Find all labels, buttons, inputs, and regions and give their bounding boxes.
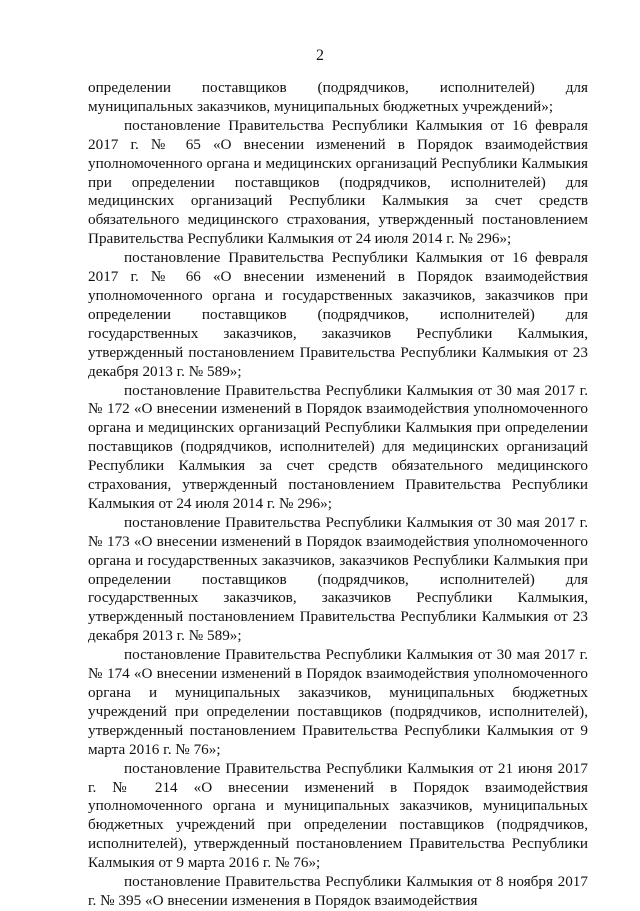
paragraph: постановление Правительства Республики Калмыкия от 16 февраля 2017 г. № 65 «О внесении изменений в Порядок взаимодействия уполномоченного органа и медицинских организаций Республики Калмыкия при определении поставщиков (подрядчиков, исполнителей) для медицинских организаций Республики Калмыкия за счет средств обязательного медицинского страхования, утвержденный постановлением Правительства Республики Калмыкия от 24 июля 2014 г. № 296»; (88, 116, 588, 248)
paragraph: постановление Правительства Республики Калмыкия от 21 июня 2017 г. № 214 «О внесении изменений в Порядок взаимодействия уполномоченного органа и муниципальных заказчиков, муниципальных бюджетных учреждений при определении поставщиков (подрядчиков, исполнителей), утвержденный постановлением Правительства Республики Калмыкия от 9 марта 2016 г. № 76»; (88, 759, 588, 872)
paragraph: постановление Правительства Республики Калмыкия от 30 мая 2017 г. № 174 «О внесении изменений в Порядок взаимодействия уполномоченного органа и муниципальных заказчиков, муниципальных бюджетных учреждений при определении поставщиков (подрядчиков, исполнителей), утвержденный постановлением Правительства Республики Калмыкия от 9 марта 2016 г. № 76»; (88, 646, 588, 758)
paragraph: постановление Правительства Республики Калмыкия от 8 ноября 2017 г. № 395 «О внесении изменения в Порядок взаимодействия (88, 873, 588, 909)
paragraph-continuation: определении поставщиков (подрядчиков, исполнителей) для муниципальных заказчиков, муниципальных бюджетных учреждений»; (88, 79, 588, 115)
paragraph: постановление Правительства Республики Калмыкия от 30 мая 2017 г. № 172 «О внесении изменений в Порядок взаимодействия уполномоченного органа и медицинских организаций Республики Калмыкия при определении поставщиков (подрядчиков, исполнителей) для медицинских организаций Республики Калмыкия за счет средств обязательного медицинского страхования, утвержденный постановлением Правительства Республики Калмыкия от 24 июля 2014 г. № 296»; (88, 381, 588, 512)
page-number: 2 (316, 47, 324, 64)
paragraph: постановление Правительства Республики Калмыкия от 16 февраля 2017 г. № 66 «О внесении изменений в Порядок взаимодействия уполномоченного органа и государственных заказчиков, заказчиков при определении поставщиков (подрядчиков, исполнителей) для государственных заказчиков, заказчиков Республики Калмыкия, утвержденный постановлением Правительства Республики Калмыкия от 23 декабря 2013 г. № 589»; (88, 249, 588, 380)
document-body (88, 79, 588, 911)
paragraph: постановление Правительства Республики Калмыкия от 30 мая 2017 г. № 173 «О внесении изменений в Порядок взаимодействия уполномоченного органа и государственных заказчиков, заказчиков Республики Калмыкия при определении поставщиков (подрядчиков, исполнителей) для государственных заказчиков, заказчиков Республики Калмыкия, утвержденный постановлением Правительства Республики Калмыкия от 23 декабря 2013 г. № 589»; (88, 513, 588, 645)
